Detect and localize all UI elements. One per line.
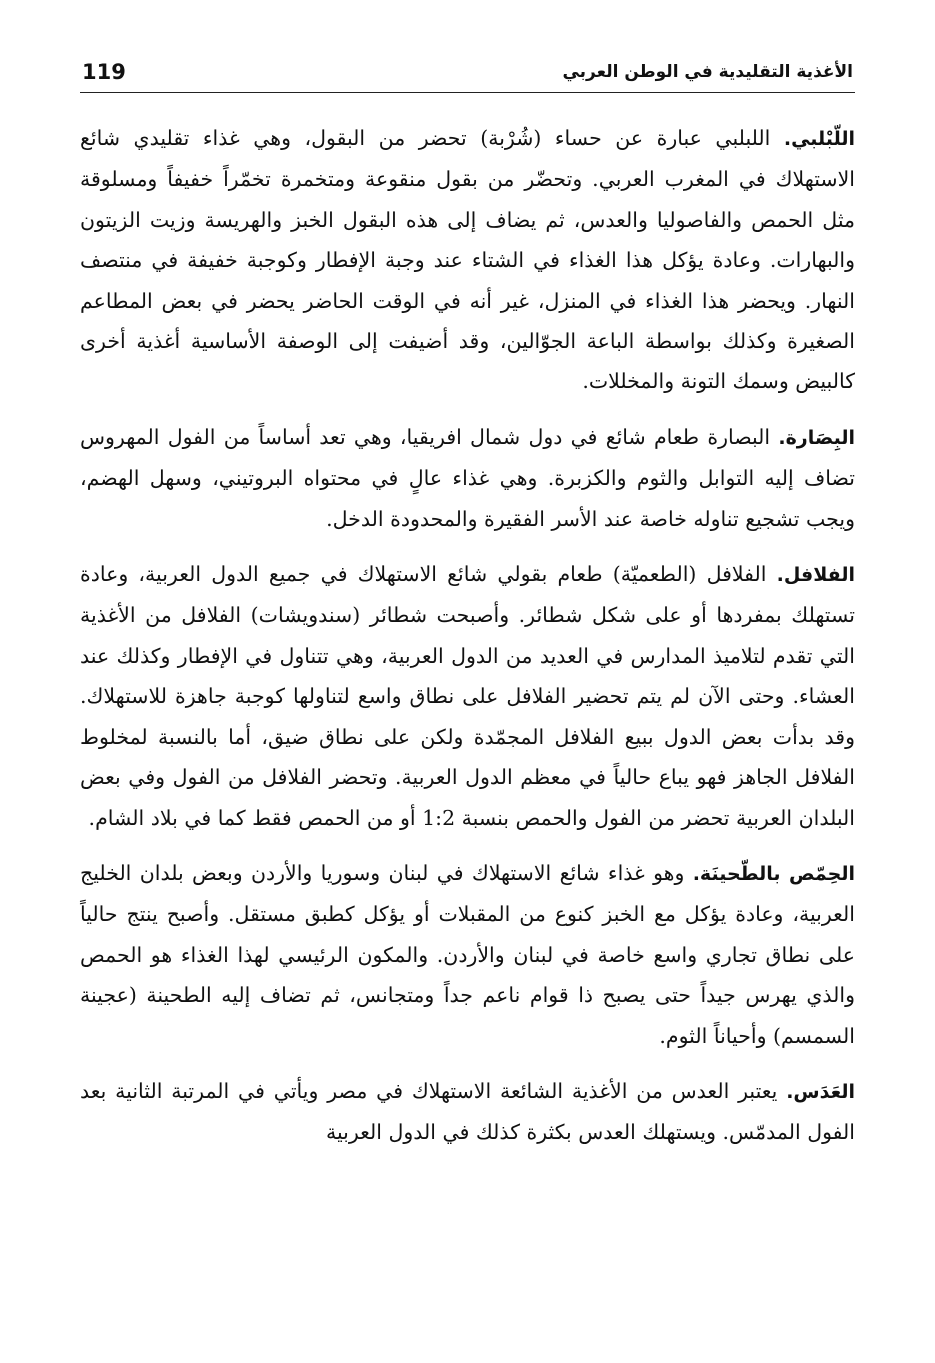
entry-term: اللّبْلبي. bbox=[783, 128, 855, 150]
page-number: 119 bbox=[82, 60, 126, 84]
page-body bbox=[80, 118, 855, 1168]
entry-hummus-tahini bbox=[80, 853, 855, 1056]
entry-term: الفلافل. bbox=[776, 564, 855, 587]
entry-term: العَدَس. bbox=[786, 1080, 855, 1103]
entry-text: اللبلبي عبارة عن حساء (شُرْبة) تحضر من البقول، وهي غذاء تقليدي شائع الاستهلاك في المغرب العربي. وتحضّر من بقول منقوعة ومتخمرة تخمّراً خفيفاً ومسلوقة مثل الحمص والفاصوليا والعدس، ثم يضاف إلى هذه البقول الخبز والهريسة وزيت الزيتون والبهارات. وعادة يؤكل هذا الغذاء في الشتاء عند وجبة الإفطار وكوجبة خفيفة في منتصف النهار. ويحضر هذا الغذاء في المنزل، غير أنه في الوقت الحاضر يحضر في بعض المطاعم الصغيرة وكذلك بواسطة الباعة الجوّالين، وقد أضيفت إلى الوصفة الأساسية أغذية أخرى كالبيض وسمك التونة والمخللات. bbox=[80, 126, 855, 394]
entry-lentils bbox=[80, 1071, 855, 1153]
entry-term: الحِمّص بالطّحينَة. bbox=[692, 862, 855, 885]
entry-lablabi bbox=[80, 118, 855, 402]
entry-text: البصارة طعام شائع في دول شمال افريقيا، وهي تعد أساساً من الفول المهروس تضاف إليه التوابل والثوم والكزبرة. وهي غذاء عالٍ في محتواه البروتيني، وسهل الهضم، ويجب تشجيع تناوله خاصة عند الأسر الفقيرة والمحدودة الدخل. bbox=[80, 424, 855, 531]
entry-falafel bbox=[80, 554, 855, 838]
entry-term: البِصَارة. bbox=[778, 426, 855, 449]
entry-text: يعتبر العدس من الأغذية الشائعة الاستهلاك في مصر ويأتي في المرتبة الثانية بعد الفول المدمّس. ويستهلك العدس بكثرة كذلك في الدول العربية bbox=[80, 1078, 855, 1145]
entry-text: الفلافل (الطعميّة) طعام بقولي شائع الاستهلاك في جميع الدول العربية، وعادة تستهلك بمفردها أو على شكل شطائر. وأصبحت شطائر (سندويشات) الفلافل من الأغذية التي تقدم لتلاميذ المدارس في العديد من الدول العربية، وهي تتناول في الإفطار وكذلك عند العشاء. وحتى الآن لم يتم تحضير الفلافل على نطاق واسع لتناولها كوجبة جاهزة للاستهلاك. وقد بدأت بعض الدول ببيع الفلافل المجمّدة ولكن على نطاق ضيق، أما بالنسبة لمخلوط الفلافل الجاهز فهو يباع حالياً في معظم الدول العربية. وتحضر الفلافل من الفول وفي بعض البلدان العربية تحضر من الفول والحمص بنسبة 1:2 أو من الحمص فقط كما في بلاد الشام. bbox=[80, 562, 855, 830]
entry-bessara bbox=[80, 417, 855, 539]
running-title: الأغذية التقليدية في الوطن العربي bbox=[562, 62, 853, 82]
entry-text: وهو غذاء شائع الاستهلاك في لبنان وسوريا والأردن وبعض بلدان الخليج العربية، وعادة يؤكل مع الخبز كنوع من المقبلات أو يؤكل كطبق مستقل. وأصبح ينتج حالياً على نطاق تجاري واسع خاصة في لبنان والأردن. والمكون الرئيسي لهذا الغذاء هو الحمص والذي يهرس جيداً حتى يصبح ذا قوام ناعم جداً ومتجانس، ثم تضاف إليه الطحينة (عجينة السمسم) وأحياناً الثوم. bbox=[80, 860, 855, 1048]
page-header bbox=[80, 58, 855, 93]
